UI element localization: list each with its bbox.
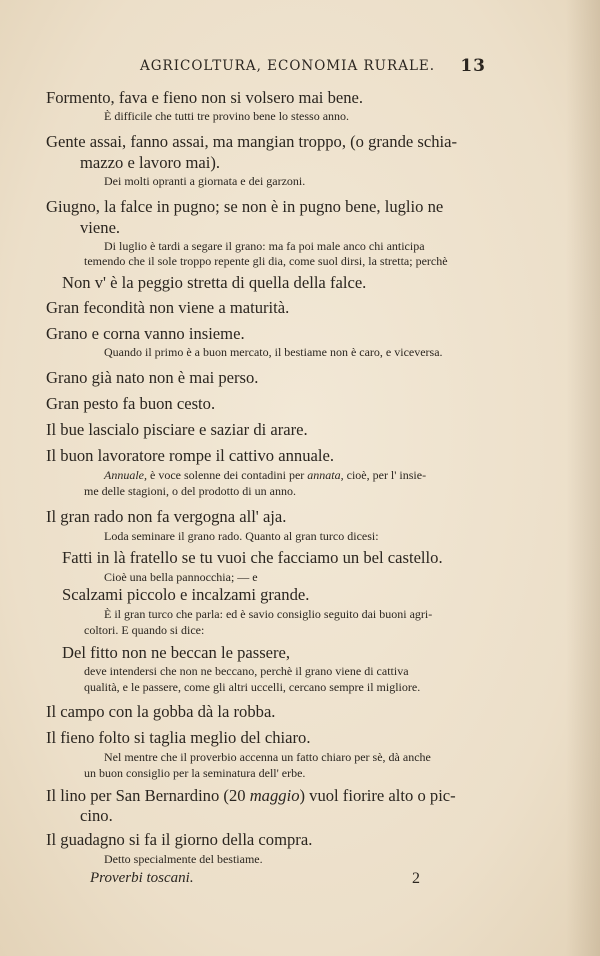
note-line: un buon consiglio per la seminatura dell' erbe.	[84, 766, 306, 780]
proverb-line: viene.	[80, 218, 121, 237]
page-gutter-shadow	[566, 0, 600, 956]
proverb-line: mazzo e lavoro mai).	[80, 153, 221, 172]
proverb-line: Scalzami piccolo e incalzami grande.	[62, 585, 310, 604]
proverb-line: Formento, fava e fieno non si volsero mai bene.	[46, 88, 364, 107]
proverb-line: Non v' è la peggio stretta di quella della falce.	[62, 273, 367, 292]
note-line: Detto specialmente del bestiame.	[104, 852, 263, 866]
note-line: Loda seminare il grano rado. Quanto al gran turco dicesi:	[104, 529, 379, 543]
proverb-line: Giugno, la falce in pugno; se non è in pugno bene, luglio ne	[46, 197, 444, 216]
note-line: temendo che il sole troppo repente gli dia, come suol dirsi, la stretta; perchè	[84, 254, 448, 268]
note-line: È il gran turco che parla: ed è savio consiglio seguito dai buoni agri-	[104, 607, 433, 621]
proverb-line: Il gran rado non fa vergogna all' aja.	[46, 507, 287, 526]
proverb-line: Gran fecondità non viene a maturità.	[46, 298, 290, 317]
page-number: 13	[460, 56, 486, 76]
note-line: Quando il primo è a buon mercato, il bestiame non è caro, e viceversa.	[104, 345, 443, 359]
proverb-line: Fatti in là fratello se tu vuoi che facciamo un bel castello.	[62, 548, 443, 567]
proverb-italic-term: maggio	[249, 786, 300, 805]
proverb-line: Il fieno folto si taglia meglio del chiaro.	[46, 728, 311, 747]
note-line: È difficile che tutti tre provino bene lo stesso anno.	[104, 109, 350, 123]
proverb-line: Il guadagno si fa il giorno della compra.	[46, 830, 313, 849]
note-line: Nel mentre che il proverbio accenna un fatto chiaro per sè, dà anche	[104, 750, 431, 764]
note-italic-term: Annuale,	[104, 468, 147, 482]
proverb-line: Il campo con la gobba dà la robba.	[46, 702, 276, 721]
proverb-line: Grano e corna vanno insieme.	[46, 324, 245, 343]
signature-title: Proverbi toscani.	[90, 870, 194, 886]
proverb-line: Il lino per San Bernardino (20 maggio) vuol fiorire alto o pic-	[46, 786, 456, 805]
proverb-line: Il buon lavoratore rompe il cattivo annuale.	[46, 446, 334, 465]
sheet-mark: 2	[412, 870, 420, 887]
note-line: deve intendersi che non ne beccano, perchè il grano viene di cattiva	[84, 664, 409, 678]
proverb-line: Gran pesto fa buon cesto.	[46, 394, 216, 413]
proverb-line: Grano già nato non è mai perso.	[46, 368, 259, 387]
note-line: Di luglio è tardi a segare il grano: ma fa poi male anco chi anticipa	[104, 239, 425, 253]
note-line: coltori. E quando si dice:	[84, 623, 205, 637]
proverb-line: cino.	[80, 806, 113, 825]
note-italic-term: annata,	[307, 468, 344, 482]
note-line: me delle stagioni, o del prodotto di un anno.	[84, 484, 296, 498]
proverb-line: Il bue lascialo pisciare e saziar di arare.	[46, 420, 308, 439]
note-line: qualità, e le passere, come gli altri uccelli, cercano sempre il migliore.	[84, 680, 421, 694]
running-title: AGRICOLTURA, ECONOMIA RURALE.	[140, 58, 436, 74]
note-line: Annuale, è voce solenne dei contadini per annata, cioè, per l' insie-	[104, 468, 427, 482]
proverb-line: Del fitto non ne beccan le passere,	[62, 643, 291, 662]
note-line: Cioè una bella pannocchia; — e	[104, 570, 258, 584]
note-line: Dei molti opranti a giornata e dei garzoni.	[104, 174, 306, 188]
proverb-line: Gente assai, fanno assai, ma mangian troppo, (o grande schia-	[46, 132, 458, 151]
